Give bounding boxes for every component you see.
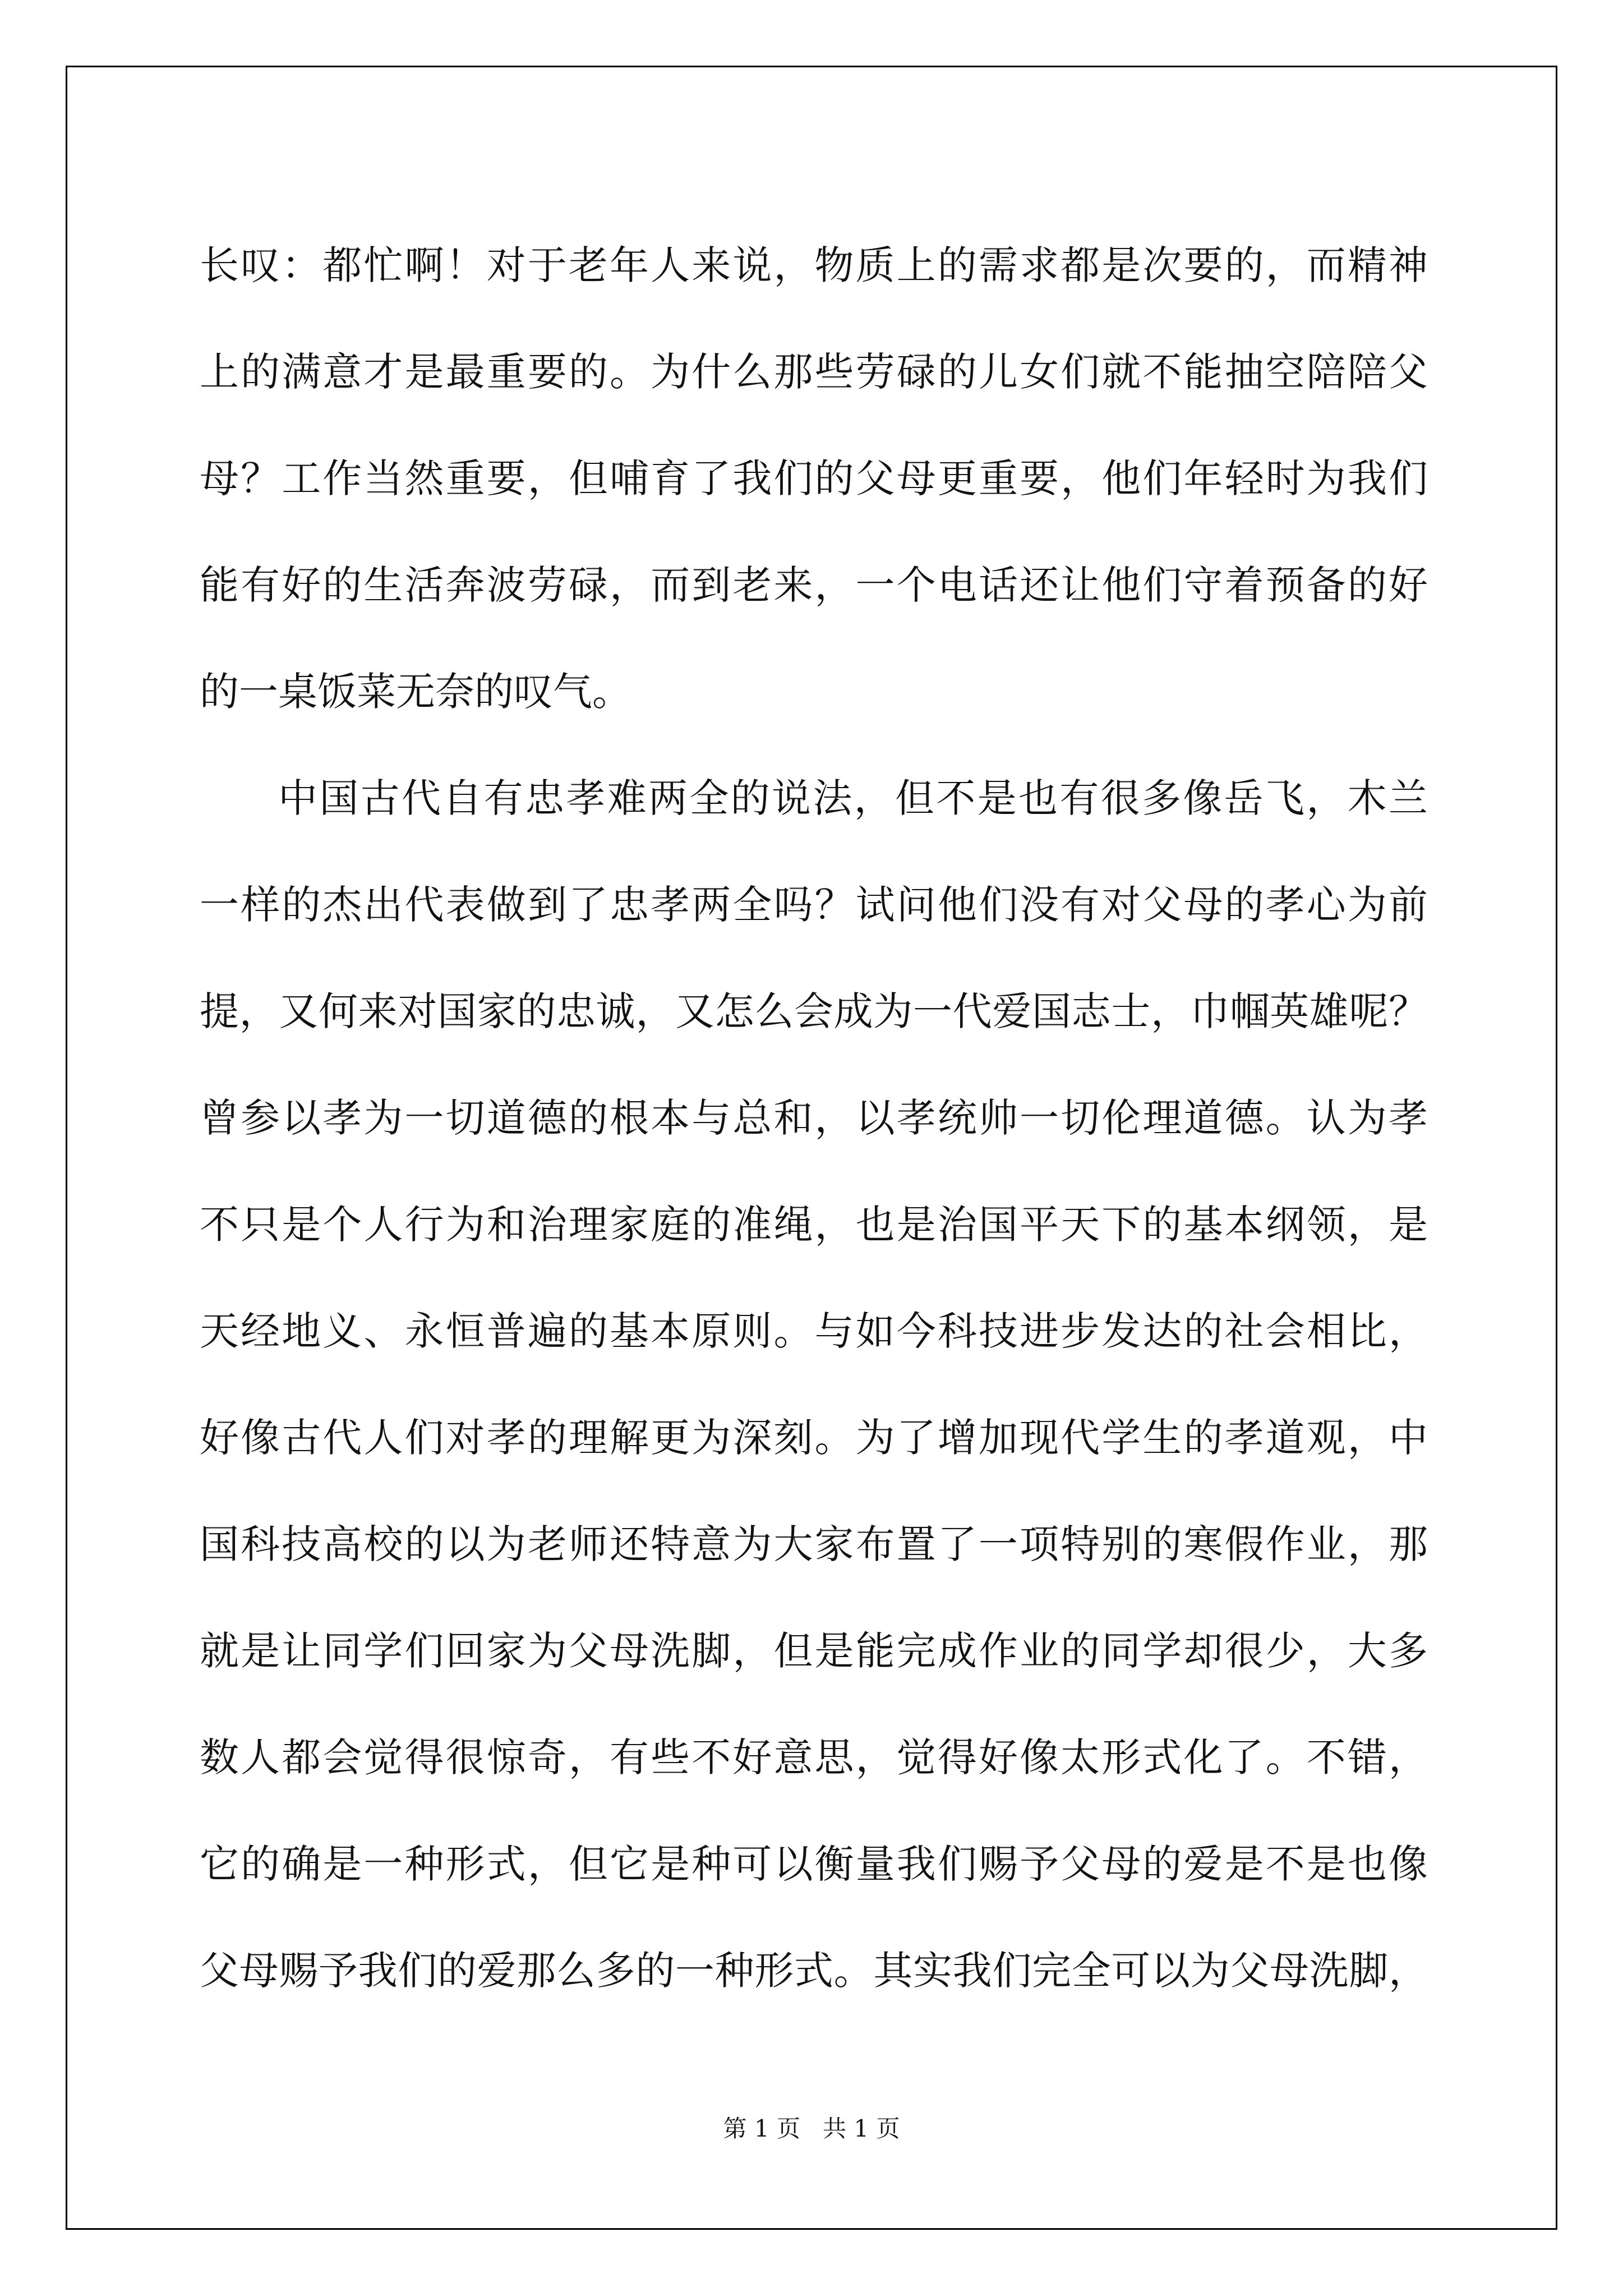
page-number-footer: 第 1 页 共 1 页 (723, 2115, 900, 2142)
text-line: 上的满意才是最重要的。为什么那些劳碌的儿女们就不能抽空陪陪父 (200, 349, 1428, 395)
text-line: 不只是个人行为和治理家庭的准绳，也是治国平天下的基本纲领，是 (200, 1202, 1428, 1248)
text-line: 提，又何来对国家的忠诚，又怎么会成为一代爱国志士，巾帼英雄呢？ (200, 988, 1428, 1034)
text-line: 父母赐予我们的爱那么多的一种形式。其实我们完全可以为父母洗脚， (200, 1948, 1428, 1994)
text-line: 的一桌饭菜无奈的叹气。 (200, 669, 631, 715)
text-line: 一样的杰出代表做到了忠孝两全吗？试问他们没有对父母的孝心为前 (200, 882, 1428, 928)
text-line: 长叹：都忙啊！对于老年人来说，物质上的需求都是次要的，而精神 (200, 242, 1428, 288)
text-line: 母？工作当然重要，但哺育了我们的父母更重要，他们年轻时为我们 (200, 455, 1428, 501)
text-line: 曾参以孝为一切道德的根本与总和，以孝统帅一切伦理道德。认为孝 (200, 1095, 1428, 1141)
text-line: 中国古代自有忠孝难两全的说法，但不是也有很多像岳飞，木兰 (278, 775, 1428, 821)
text-line: 能有好的生活奔波劳碌，而到老来，一个电话还让他们守着预备的好 (200, 562, 1428, 608)
text-line: 数人都会觉得很惊奇，有些不好意思，觉得好像太形式化了。不错， (200, 1734, 1428, 1780)
text-line: 就是让同学们回家为父母洗脚，但是能完成作业的同学却很少，大多 (200, 1628, 1428, 1674)
text-line: 它的确是一种形式，但它是种可以衡量我们赐予父母的爱是不是也像 (200, 1841, 1428, 1887)
text-line: 好像古代人们对孝的理解更为深刻。为了增加现代学生的孝道观，中 (200, 1415, 1428, 1461)
text-line: 天经地义、永恒普遍的基本原则。与如今科技进步发达的社会相比， (200, 1308, 1428, 1354)
text-line: 国科技高校的以为老师还特意为大家布置了一项特别的寒假作业，那 (200, 1521, 1428, 1567)
document-body (200, 212, 1428, 2024)
